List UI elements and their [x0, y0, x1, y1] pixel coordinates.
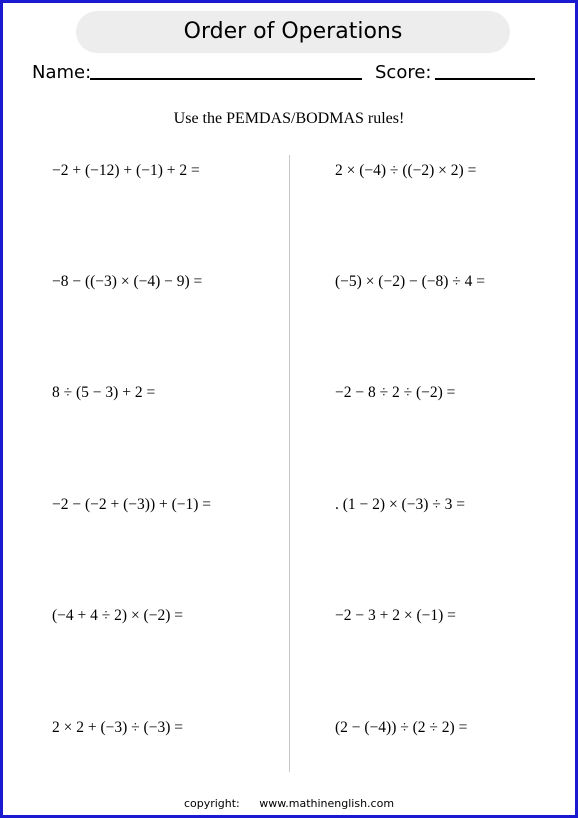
problem-right-4: . (1 − 2) × (−3) ÷ 3 = — [335, 496, 465, 513]
problem-right-3: −2 − 8 ÷ 2 ÷ (−2) = — [335, 384, 456, 401]
problem-left-4: −2 − (−2 + (−3)) + (−1) = — [52, 496, 212, 513]
problem-left-6: 2 × 2 + (−3) ÷ (−3) = — [52, 719, 183, 736]
score-label: Score: — [375, 62, 432, 83]
problem-right-1: 2 × (−4) ÷ ((−2) × 2) = — [335, 162, 477, 179]
worksheet-title: Order of Operations — [76, 11, 510, 53]
name-label: Name: — [32, 62, 92, 83]
score-line — [435, 78, 535, 80]
problem-left-5: (−4 + 4 ÷ 2) × (−2) = — [52, 607, 183, 624]
copyright-label: copyright: — [183, 797, 240, 810]
problem-right-2: (−5) × (−2) − (−8) ÷ 4 = — [335, 273, 486, 290]
instructions: Use the PEMDAS/BODMAS rules! — [173, 110, 405, 127]
problem-left-1: −2 + (−12) + (−1) + 2 = — [52, 162, 200, 179]
name-line — [90, 78, 362, 80]
header-row — [32, 60, 542, 86]
column-divider — [289, 155, 290, 772]
problem-right-6: (2 − (−4)) ÷ (2 ÷ 2) = — [335, 719, 468, 736]
footer — [0, 797, 578, 810]
site-link[interactable]: www.mathinenglish.com — [259, 797, 395, 810]
problem-right-5: −2 − 3 + 2 × (−1) = — [335, 607, 456, 624]
problem-left-3: 8 ÷ (5 − 3) + 2 = — [52, 384, 156, 401]
problem-left-2: −8 − ((−3) × (−4) − 9) = — [52, 273, 203, 290]
